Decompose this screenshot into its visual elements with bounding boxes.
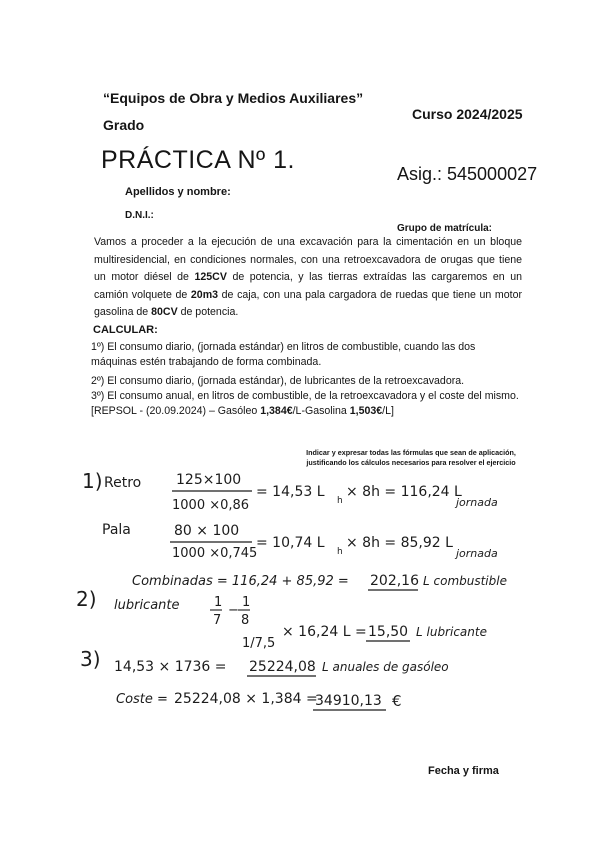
question-2: 2º) El consumo diario, (jornada estándar), de lubricantes de la retroexcavadora.: [91, 375, 465, 387]
pala-per-day: jornada: [456, 547, 498, 560]
retro-label: Retro: [104, 475, 142, 491]
combined-result: 202,16: [370, 573, 419, 589]
level-label: Grado: [103, 117, 145, 133]
lubricant-num-a: 1: [214, 595, 223, 610]
signature-label: Fecha y firma: [428, 765, 499, 777]
lubricant-minus: −: [228, 603, 239, 618]
course-year: Curso 2024/2025: [412, 106, 523, 122]
lubricant-approx: 1/7,5: [242, 636, 276, 651]
cost-currency: €: [392, 692, 402, 710]
statement-bold: 125CV: [194, 271, 227, 283]
instructions-note: Indicar y expresar todas las fórmulas que sean de aplicación, justificando los cálculos necesarios para resolver el ejercicio: [306, 448, 516, 467]
statement-text: de caja, con una pala cargadora de ruedas que tiene un motor gasolina de: [94, 288, 522, 318]
lubricant-den-a: 7: [213, 613, 222, 628]
retro-denominator: 1000 ×0,86: [172, 498, 250, 513]
pala-numerator: 80 × 100: [174, 523, 240, 539]
answer-2-label: 2): [76, 587, 97, 611]
pala-label: Pala: [102, 522, 131, 538]
lubricant-num-b: 1: [242, 595, 251, 610]
lubricant-mult: × 16,24 L =: [282, 624, 367, 640]
name-label: Apellidos y nombre:: [125, 186, 231, 198]
question-3-text: /L]: [382, 405, 394, 417]
cost-label: Coste =: [116, 692, 168, 707]
lubricant-result: 15,50: [368, 624, 409, 640]
petrol-price: 1,503€: [349, 405, 383, 417]
lubricant-den-b: 8: [241, 613, 250, 628]
annual-result: 25224,08: [249, 659, 316, 675]
retro-per-day: jornada: [456, 496, 498, 509]
diesel-price: 1,384€: [260, 405, 293, 417]
retro-numerator: 125×100: [176, 472, 242, 488]
statement-text: de potencia.: [177, 306, 239, 318]
calc-heading: CALCULAR:: [93, 324, 158, 336]
retro-hour-unit: h: [337, 496, 343, 506]
statement-bold: 80CV: [151, 306, 178, 318]
lubricant-word: lubricante: [114, 598, 180, 613]
statement-text: Vamos a proceder a la ejecución de una excavación para la cimentación en un bloque multiresidencial, en condiciones normales, con una retroexcavadora de orugas que tiene un motor diésel de: [94, 236, 522, 283]
retro-daily: × 8h = 116,24 L: [346, 484, 462, 500]
course-title: “Equipos de Obra y Medios Auxiliares”: [103, 90, 364, 106]
practice-title: PRÁCTICA Nº 1.: [101, 146, 295, 174]
group-label: Grupo de matrícula:: [397, 223, 493, 234]
dni-label: D.N.I.:: [125, 210, 154, 221]
retro-hourly: = 14,53 L: [256, 484, 325, 500]
pala-hour-unit: h: [337, 547, 343, 557]
answer-3-label: 3): [80, 647, 101, 671]
subject-code: Asig.: 545000027: [397, 164, 538, 184]
pala-denominator: 1000 ×0,745: [172, 546, 258, 561]
question-1: 1º) El consumo diario, (jornada estándar) en litros de combustible, cuando las dos máquinas estén trabajando de forma combinada.: [91, 341, 476, 368]
statement-bold: 20m3: [190, 288, 219, 301]
annual-calc: 14,53 × 1736 =: [114, 659, 227, 675]
pala-daily: × 8h = 85,92 L: [346, 535, 453, 551]
pala-hourly: = 10,74 L: [256, 535, 325, 551]
answer-1-label: 1): [82, 469, 103, 493]
combined-label: Combinadas = 116,24 + 85,92 =: [132, 574, 349, 589]
annual-unit: L anuales de gasóleo: [322, 660, 449, 674]
cost-result: 34910,13: [315, 693, 382, 709]
lubricant-unit: L lubricante: [416, 625, 487, 639]
question-3-text: 3º) El consumo anual, en litros de combustible, de la retroexcavadora y el coste del mismo. [REPSOL - (20.09.2024) – Gasóleo: [91, 390, 519, 417]
combined-unit: L combustible: [423, 574, 507, 588]
statement-text: de potencia, y las tierras extraídas las cargaremos en un camión volquete de: [94, 271, 522, 301]
question-3-text: /L-Gasolina: [292, 405, 350, 417]
cost-calc: 25224,08 × 1,384 =: [174, 691, 318, 707]
